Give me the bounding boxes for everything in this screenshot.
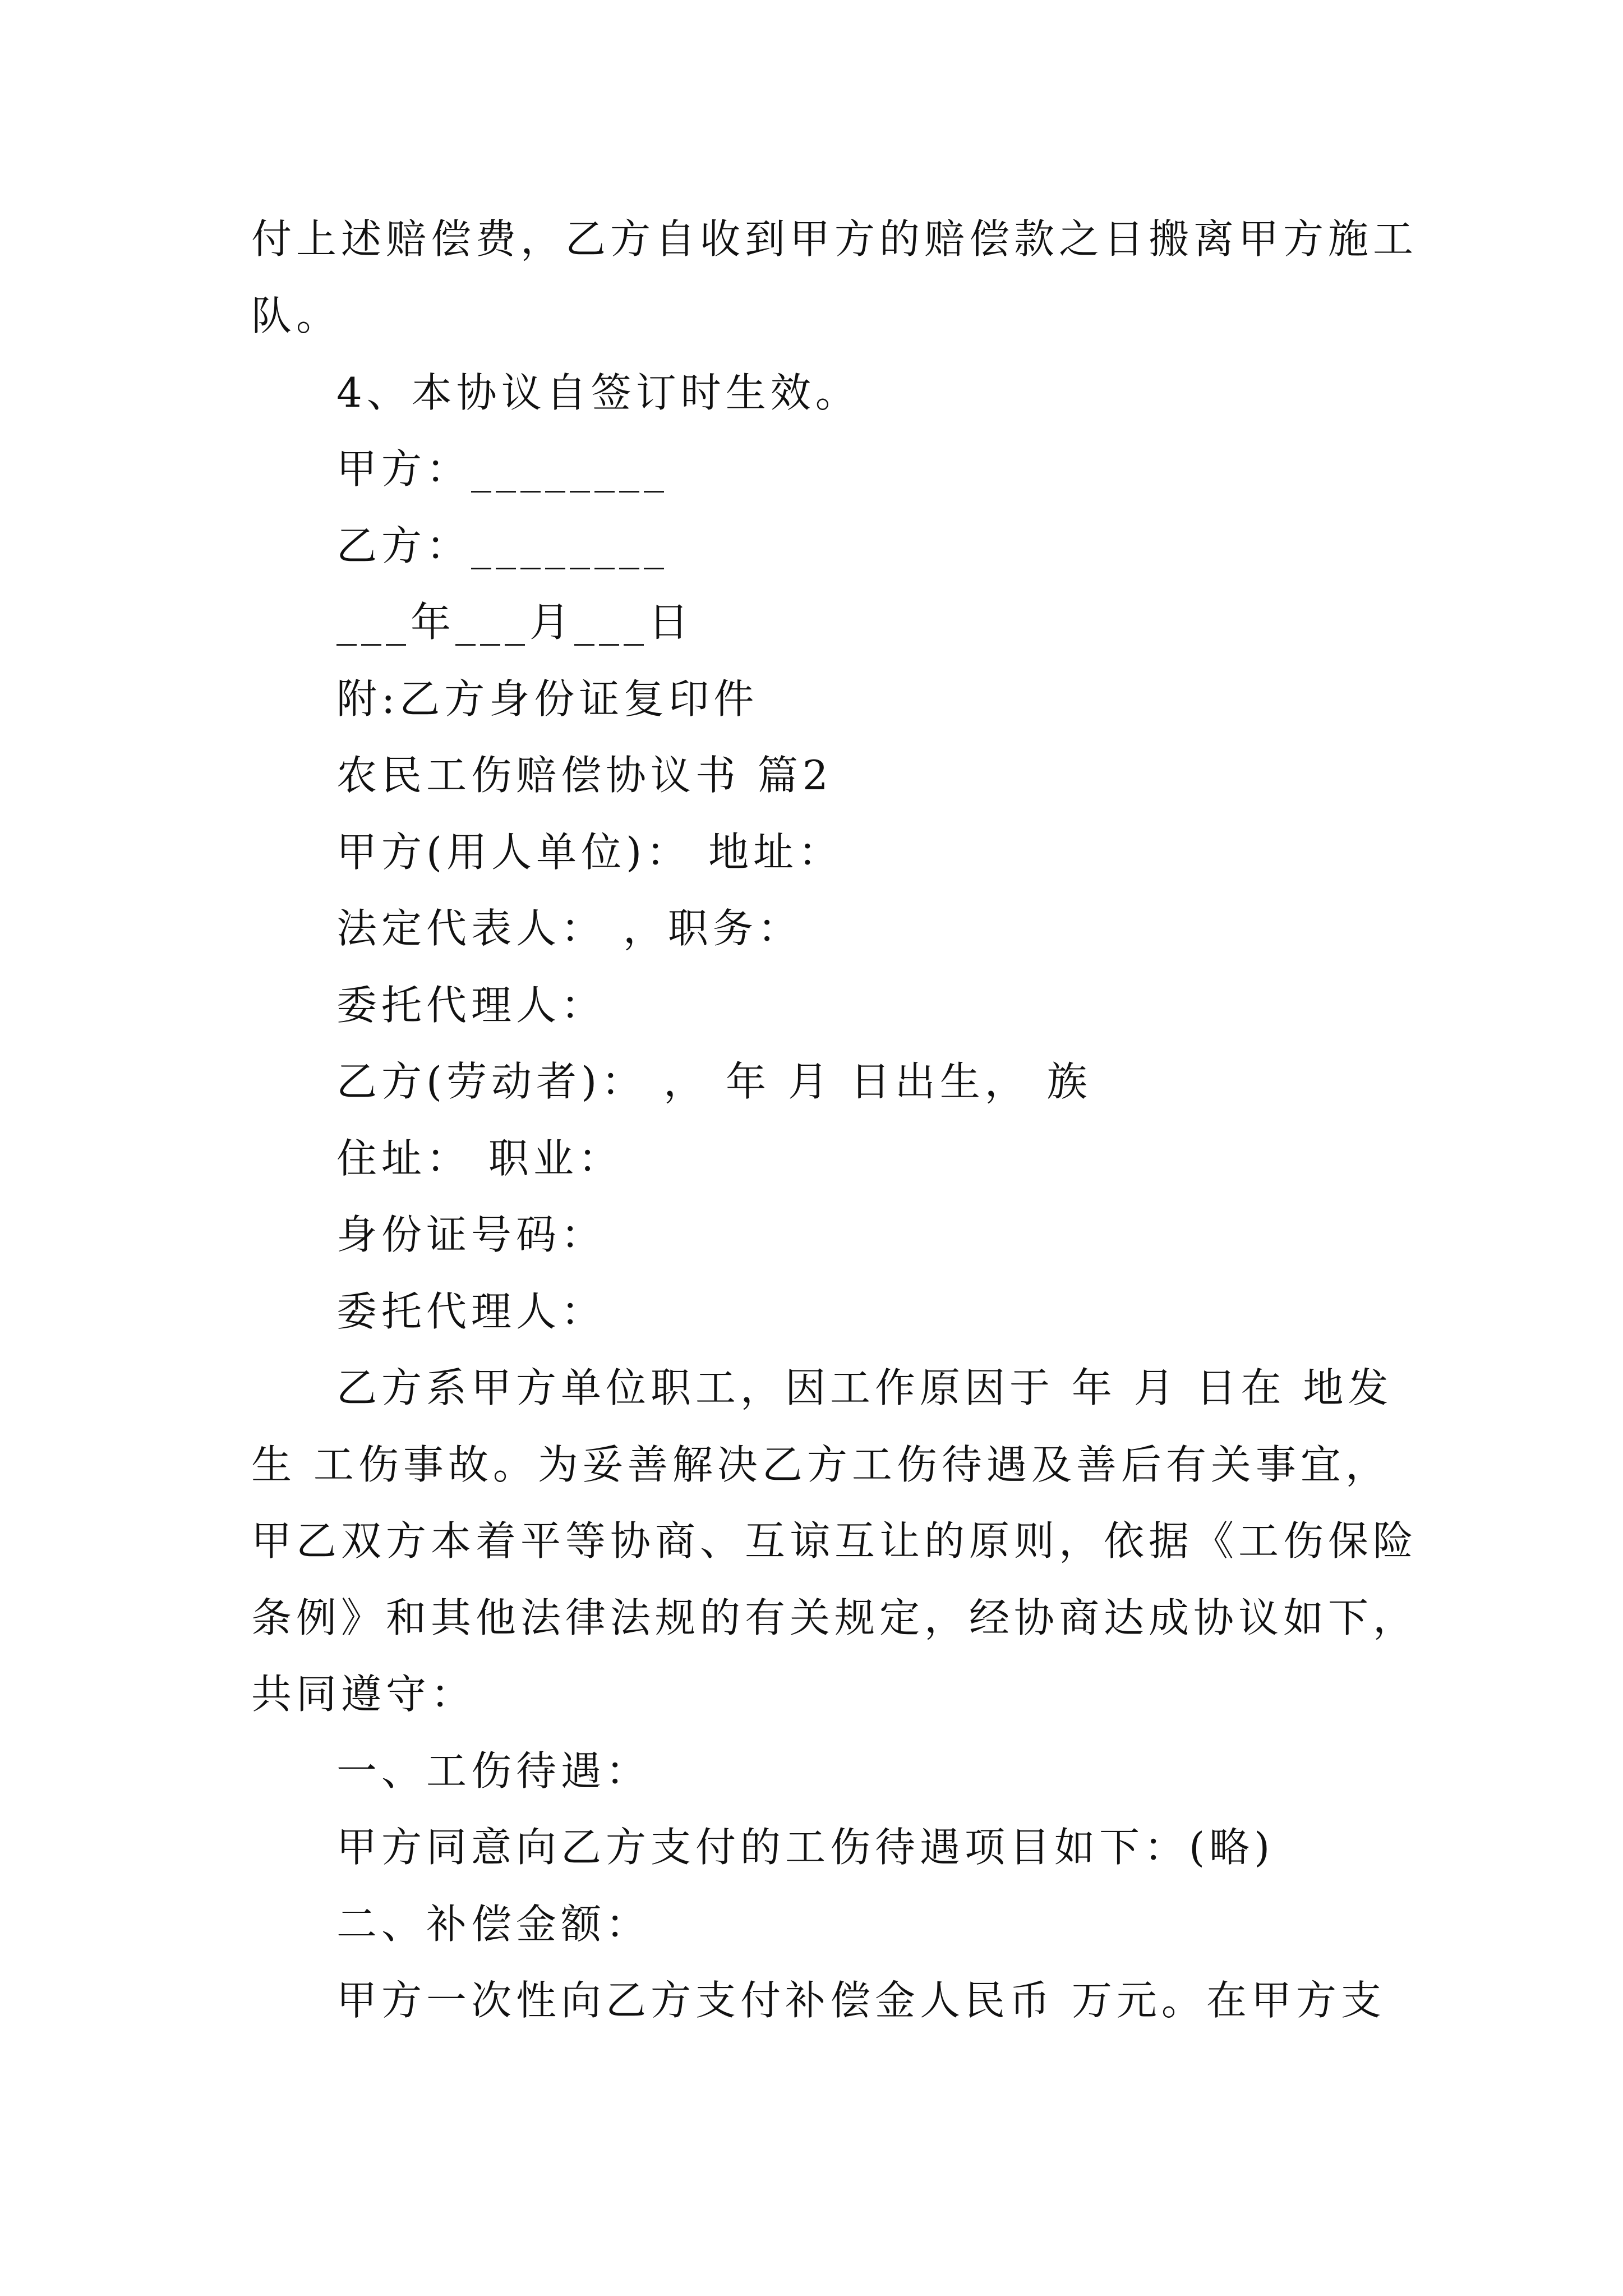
legal-representative: 法定代表人： ，职务： <box>336 905 803 952</box>
paragraph-line: 条例》和其他法律法规的有关规定，经协商达成协议如下， <box>251 1594 1418 1641</box>
section-heading: 二、补偿金额： <box>336 1901 651 1948</box>
party-b-agent: 委托代理人： <box>336 1288 606 1335</box>
party-a-signature: 甲方：________ <box>336 445 669 493</box>
party-a-agent: 委托代理人： <box>336 982 606 1029</box>
paragraph-line: 乙方系甲方单位职工，因工作原因于 年 月 日在 地发 <box>336 1364 1393 1411</box>
party-b-info: 乙方(劳动者)： ， 年 月 日出生， 族 <box>336 1058 1092 1105</box>
clause-4: 4、本协议自签订时生效。 <box>336 369 860 416</box>
attachment-note: 附:乙方身份证复印件 <box>336 675 759 723</box>
paragraph-line: 甲方一次性向乙方支付补偿金人民币 万元。在甲方支 <box>336 1977 1386 2024</box>
section-heading: 一、工伤待遇： <box>336 1747 651 1795</box>
paragraph-line: 生 工伤事故。为妥善解决乙方工伤待遇及善后有关事宜， <box>251 1441 1390 1488</box>
paragraph-line: 付上述赔偿费，乙方自收到甲方的赔偿款之日搬离甲方施工 <box>251 215 1418 263</box>
paragraph-line: 甲乙双方本着平等协商、互谅互让的原则，依据《工伤保险 <box>251 1517 1418 1565</box>
paragraph-line: 队。 <box>251 292 342 339</box>
party-a-info: 甲方(用人单位)： 地址： <box>336 829 843 876</box>
paragraph-line: 甲方同意向乙方支付的工伤待遇项目如下：(略) <box>336 1824 1275 1871</box>
id-number: 身份证号码： <box>336 1211 606 1258</box>
party-b-signature: 乙方：________ <box>336 522 669 569</box>
address-occupation: 住址： 职业： <box>336 1135 623 1182</box>
date-line: ___年___月___日 <box>336 599 694 646</box>
paragraph-line: 共同遵守： <box>251 1671 476 1718</box>
section-title: 农民工伤赔偿协议书 篇2 <box>336 752 833 799</box>
